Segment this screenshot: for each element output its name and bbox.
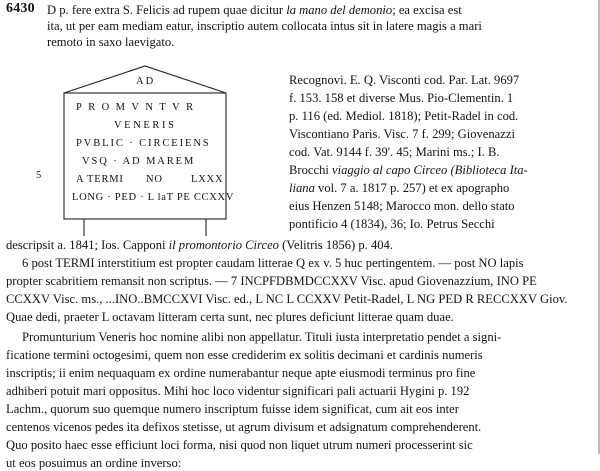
body-line-3: propter scabritiem remansit non scriptus. — 7 INCPFDBMDCCXXV Visc. apud Giovenazzium, INO PE [6,274,537,288]
inscription-line-1: PROMVNTVR [76,102,200,113]
inscription-line-3: PVBLIC · CIRCEIENS [76,138,211,149]
inscription-pediment: AD [136,76,156,87]
inscription-line-6: LONG · PED · L laT PE CCXXV [72,192,235,203]
intro-line-1: D p. fere extra S. Felicis ad rupem quae dicitur la mano del demonio; ea excisa est [47,3,462,17]
commentary-line-9: pontificio 4 (1834), 36; Io. Petrus Secchi [289,217,495,231]
commentary-line-6: Brocchi viaggio al capo Circeo (Biblioteca Ita- [289,163,528,177]
inscription-line-5a: A TERMI [76,174,124,185]
body-line-13: ut eos posuimus an ordine inverso: [6,456,182,470]
body-line-10: Lachm., quorum suo quemque numero inscriptum fuisse idem significat, cum ait eos inter [6,402,459,416]
body-line-2: 6 post TERMI interstitium est propter caudam litterae Q ex v. 5 huc pertingentem. — post NO lapis [22,256,524,270]
body-line-9: adhiberi potuit mari oppositus. Mihi hoc loco videntur significari pali actuarii Hygini p. 192 [6,384,470,398]
body-line-6: Promunturium Veneris hoc nomine alibi non appellatur. Tituli iusta interpretatio pendet a signi- [22,330,502,344]
commentary-line-8: eius Henzen 5148; Marocco mon. dello stato [289,199,515,213]
commentary-line-7: liana vol. 7 a. 1817 p. 257) et ex apographo [289,181,510,195]
body-line-12: Quo posito haec esse efficiunt loci forma, nisi quod non liquet utrum numeri processerint sic [6,438,473,452]
intro-line-3: remoto in saxo laevigato. [47,35,175,49]
commentary-line-1: Recognovi. E. Q. Visconti cod. Par. Lat. 9697 [289,73,520,87]
commentary-line-5: cod. Vat. 9144 f. 39'. 45; Marini ms.; I. B. [289,145,500,159]
intro-line-2: ita, ut per eam mediam eatur, inscriptio autem collocata intus sit in latere magis a mari [47,19,482,33]
line-number-marker: 5 [36,170,42,181]
commentary-line-3: p. 116 (ed. Mediol. 1818); Petit-Radel in cod. [289,109,519,123]
inscription-line-4: VSQ · AD MAREM [82,156,196,167]
body-line-1: descripsit a. 1841; Ios. Capponi il promontorio Circeo (Velitris 1856) p. 404. [6,238,394,252]
body-line-8: inscriptis; ii enim nequaquam ex ordine numerabantur neque apte eiusmodi terminus pro fine [6,366,476,380]
body-line-5: Quae dedi, praeter L octavam litteram certa sunt, nec plures deficiunt litterae quam duae. [6,310,454,324]
commentary-line-2: f. 153. 158 et diverse Mus. Pio-Clementin. 1 [289,91,514,105]
inscription-line-5c: LXXX [191,174,224,185]
body-line-7: ficatione termini octogesimi, quem non esse crediderim ex solitis decimani et cardinis numeris [6,348,483,362]
entry-number: 6430 [6,1,35,16]
inscription-line-5b: NO [146,174,163,185]
inscription-line-2: VENERIS [114,120,177,131]
body-line-4: CCXXV Visc. ms., ...INO..BMCCXVI Visc. ed., L NC L CCXXV Petit-Radel, L NG PED R RECCXXV Giov. [6,292,568,306]
tablet-outline [24,64,286,240]
body-line-11: centenos vicenos pedes ita defixos stetisse, ut agrum divisum et adsignatum comprehenderent. [6,420,482,434]
inscription-drawing [24,64,286,245]
commentary-line-4: Viscontiano Paris. Visc. 7 f. 299; Giovenazzi [289,127,515,141]
